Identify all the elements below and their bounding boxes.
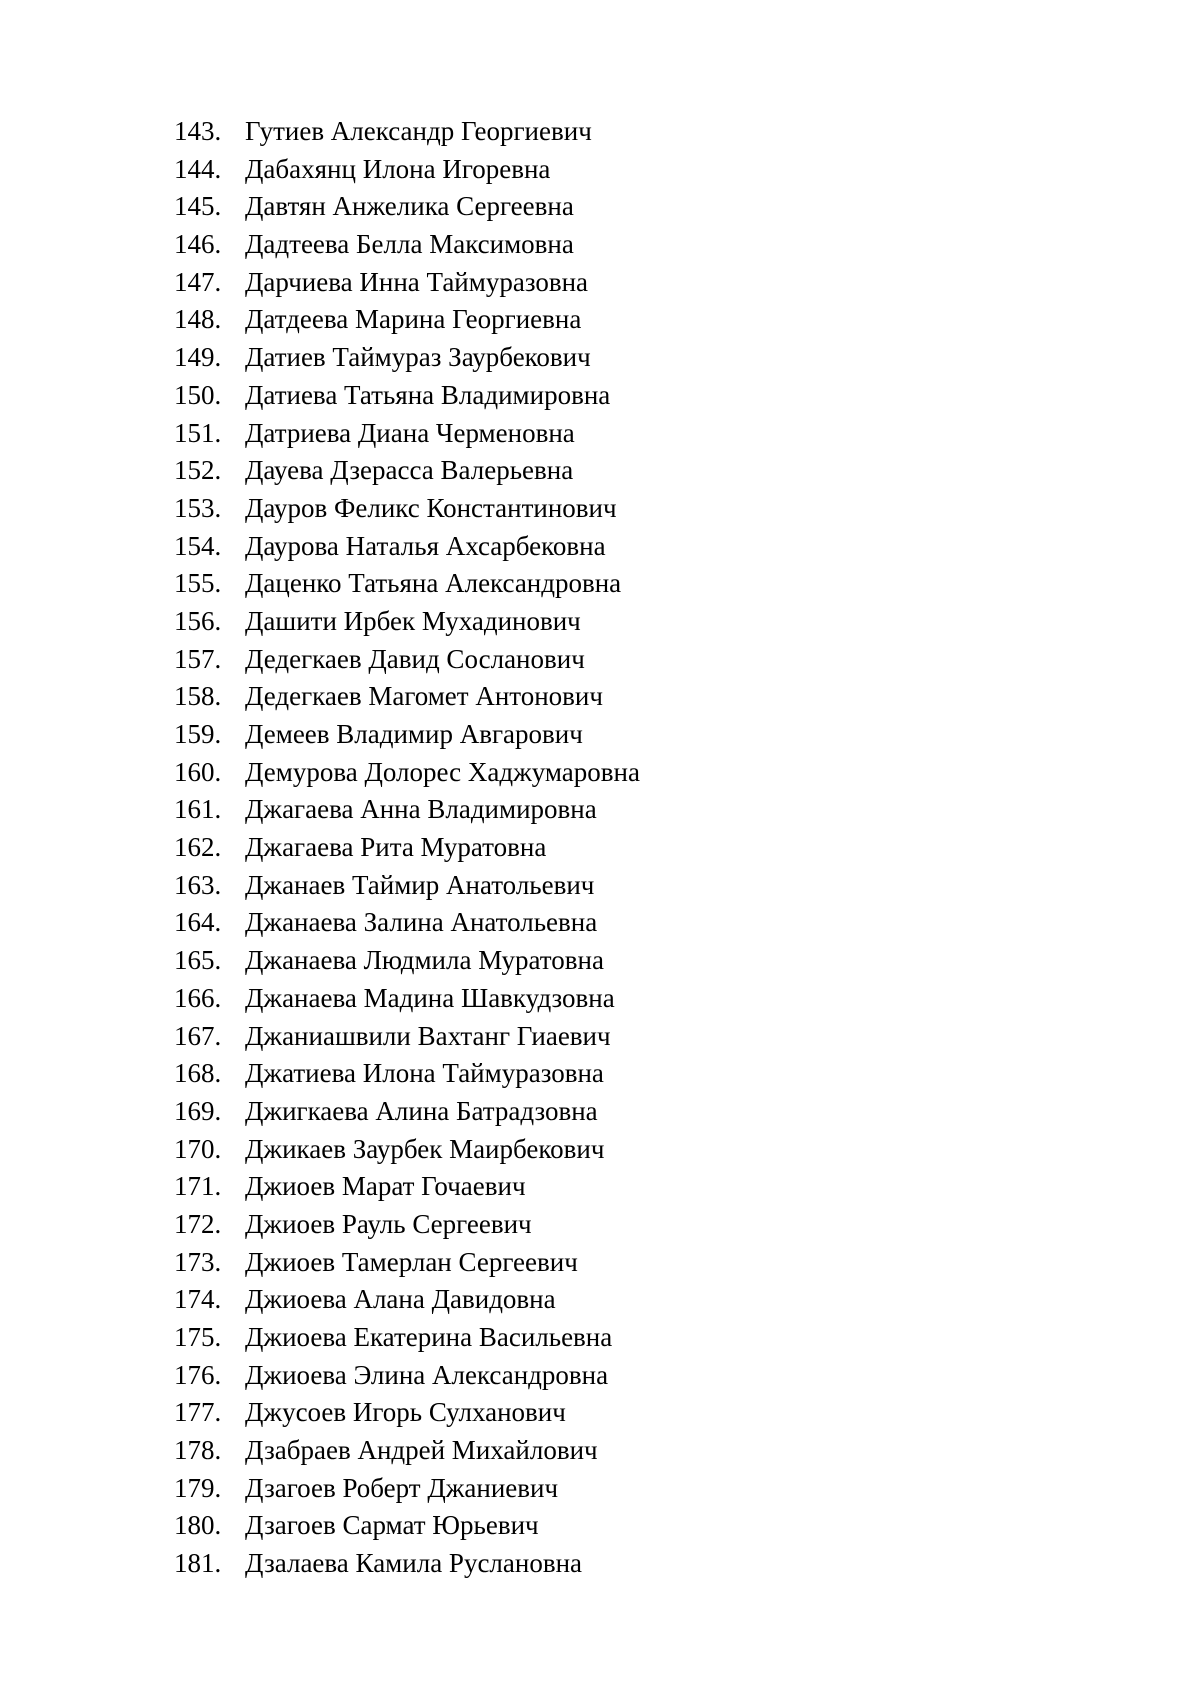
- item-number: 173.: [174, 1246, 222, 1277]
- person-name: Джиоев Рауль Сергеевич: [245, 1208, 532, 1239]
- item-number: 145.: [174, 191, 222, 222]
- list-item: [174, 565, 1074, 603]
- list-item: [174, 942, 1074, 980]
- person-name: Джаниашвили Вахтанг Гиаевич: [245, 1020, 611, 1051]
- item-number: 155.: [174, 568, 222, 599]
- list-item: [174, 339, 1074, 377]
- person-name: Джиоева Элина Александровна: [245, 1359, 609, 1390]
- item-number: 167.: [174, 1020, 222, 1051]
- item-number: 179.: [174, 1472, 222, 1503]
- list-item: [174, 641, 1074, 679]
- person-name: Демеев Владимир Авгарович: [245, 719, 583, 749]
- item-number: 169.: [174, 1095, 222, 1126]
- person-name: Датиев Таймураз Заурбекович: [245, 342, 591, 373]
- person-name: Гутиев Александр Георгиевич: [245, 116, 592, 146]
- person-name: Датриева Диана Черменовна: [245, 417, 575, 448]
- person-name: Джанаева Залина Анатольевна: [245, 907, 598, 938]
- item-number: 152.: [174, 455, 222, 486]
- person-name: Джанаева Мадина Шавкудзовна: [245, 982, 615, 1013]
- item-number: 180.: [174, 1510, 222, 1541]
- person-name: Дзабраев Андрей Михайлович: [245, 1435, 598, 1466]
- item-number: 156.: [174, 605, 222, 636]
- list-item: [174, 1319, 1074, 1357]
- person-name: Джагаева Анна Владимировна: [245, 794, 597, 825]
- person-name: Дадтеева Белла Максимовна: [245, 229, 574, 260]
- list-item: [174, 678, 1074, 716]
- person-name: Датдеева Марина Георгиевна: [245, 304, 582, 335]
- list-item: [174, 528, 1074, 566]
- person-name: Даурова Наталья Ахсарбековна: [245, 530, 606, 561]
- item-number: 157.: [174, 643, 222, 674]
- person-name: Джагаева Рита Муратовна: [245, 832, 547, 863]
- list-item: [174, 1206, 1074, 1244]
- list-item: [174, 716, 1074, 754]
- item-number: 158.: [174, 681, 222, 712]
- person-name: Джикаев Заурбек Маирбекович: [245, 1133, 605, 1164]
- person-name: Датиева Татьяна Владимировна: [245, 379, 611, 410]
- item-number: 175.: [174, 1322, 222, 1352]
- person-name: Джусоев Игорь Сулханович: [245, 1397, 566, 1428]
- list-item: [174, 1281, 1074, 1319]
- list-item: [174, 1394, 1074, 1432]
- item-number: 166.: [174, 982, 222, 1013]
- item-number: 163.: [174, 869, 222, 900]
- item-number: 151.: [174, 417, 222, 448]
- person-name: Джиоева Екатерина Васильевна: [245, 1322, 613, 1352]
- item-number: 176.: [174, 1359, 222, 1390]
- list-item: [174, 829, 1074, 867]
- list-item: [174, 791, 1074, 829]
- item-number: 147.: [174, 266, 222, 297]
- list-item: [174, 1357, 1074, 1395]
- item-number: 171.: [174, 1171, 222, 1202]
- item-number: 165.: [174, 945, 222, 976]
- person-name: Дзагоев Роберт Джаниевич: [245, 1472, 559, 1503]
- person-name: Дзагоев Сармат Юрьевич: [245, 1510, 539, 1541]
- list-item: [174, 867, 1074, 905]
- list-item: [174, 377, 1074, 415]
- list-item: [174, 452, 1074, 490]
- item-number: 149.: [174, 342, 222, 373]
- person-name: Дзалаева Камила Руслановна: [245, 1548, 583, 1579]
- person-name: Дашити Ирбек Мухадинович: [245, 605, 581, 636]
- item-number: 177.: [174, 1397, 222, 1428]
- list-item: [174, 226, 1074, 264]
- item-number: 144.: [174, 153, 222, 184]
- item-number: 146.: [174, 229, 222, 260]
- item-number: 143.: [174, 116, 222, 146]
- item-number: 159.: [174, 719, 222, 749]
- person-name: Джиоев Марат Гочаевич: [245, 1171, 526, 1202]
- person-name: Дарчиева Инна Таймуразовна: [245, 266, 589, 297]
- item-number: 153.: [174, 492, 222, 523]
- person-name: Дедегкаев Давид Сосланович: [245, 643, 585, 674]
- item-number: 162.: [174, 832, 222, 863]
- person-name: Давтян Анжелика Сергеевна: [245, 191, 574, 222]
- item-number: 150.: [174, 379, 222, 410]
- name-list: [174, 113, 1074, 1583]
- item-number: 154.: [174, 530, 222, 561]
- item-number: 181.: [174, 1548, 222, 1579]
- item-number: 170.: [174, 1133, 222, 1164]
- item-number: 174.: [174, 1284, 222, 1315]
- list-item: [174, 301, 1074, 339]
- list-item: [174, 1244, 1074, 1282]
- person-name: Джигкаева Алина Батрадзовна: [245, 1095, 598, 1126]
- list-item: [174, 1055, 1074, 1093]
- list-item: [174, 904, 1074, 942]
- person-name: Джанаева Людмила Муратовна: [245, 945, 604, 976]
- list-item: [174, 188, 1074, 226]
- person-name: Джатиева Илона Таймуразовна: [245, 1058, 604, 1089]
- list-item: [174, 1131, 1074, 1169]
- item-number: 148.: [174, 304, 222, 335]
- person-name: Дедегкаев Магомет Антонович: [245, 681, 603, 712]
- person-name: Дауров Феликс Константинович: [245, 492, 617, 523]
- person-name: Джиоев Тамерлан Сергеевич: [245, 1246, 578, 1277]
- item-number: 172.: [174, 1208, 222, 1239]
- person-name: Джанаев Таймир Анатольевич: [245, 869, 595, 900]
- list-item: [174, 1545, 1074, 1583]
- item-number: 164.: [174, 907, 222, 938]
- person-name: Даценко Татьяна Александровна: [245, 568, 622, 599]
- list-item: [174, 1093, 1074, 1131]
- item-number: 168.: [174, 1058, 222, 1089]
- item-number: 161.: [174, 794, 222, 825]
- list-item: [174, 490, 1074, 528]
- list-item: [174, 1018, 1074, 1056]
- person-name: Дабахянц Илона Игоревна: [245, 153, 551, 184]
- list-item: [174, 603, 1074, 641]
- list-item: [174, 264, 1074, 302]
- person-name: Дауева Дзерасса Валерьевна: [245, 455, 574, 486]
- list-item: [174, 151, 1074, 189]
- list-item: [174, 1470, 1074, 1508]
- item-number: 160.: [174, 756, 222, 787]
- list-item: [174, 1432, 1074, 1470]
- list-item: [174, 980, 1074, 1018]
- item-number: 178.: [174, 1435, 222, 1466]
- person-name: Джиоева Алана Давидовна: [245, 1284, 556, 1315]
- list-item: [174, 754, 1074, 792]
- list-item: [174, 1507, 1074, 1545]
- list-item: [174, 415, 1074, 453]
- list-item: [174, 113, 1074, 151]
- person-name: Демурова Долорес Хаджумаровна: [245, 756, 640, 787]
- list-item: [174, 1168, 1074, 1206]
